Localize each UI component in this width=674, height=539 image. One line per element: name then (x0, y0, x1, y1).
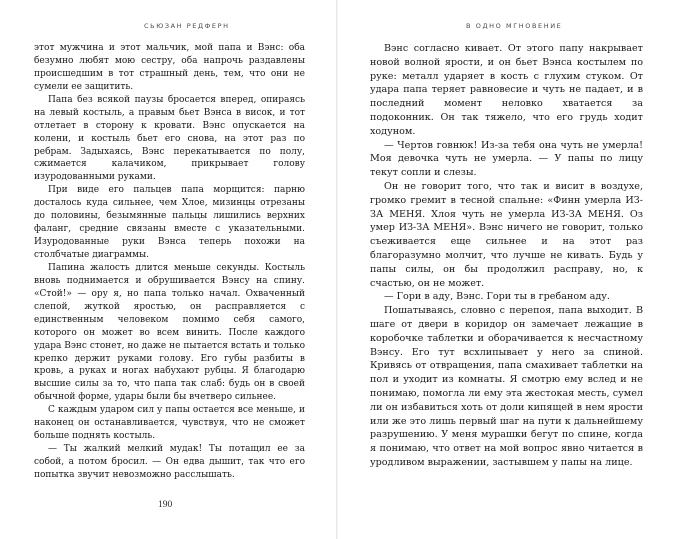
paragraph: этот мужчина и этот мальчик, мой папа и Вэнс: оба безумно любят мою сестру, оба напрочь раздавлены происшедшим в тот страшный день, тем, что они не сумели ее защитить. (34, 43, 305, 92)
paragraph: Папа без всякой паузы бросается вперед, опираясь на левый костыль, а правым бьет Вэнса в висок, и тот отлетает в сторону к кровати. Вэнс опускается на колени, и костыль бьет его снова, на этот раз по ребрам. Задыхаясь, Вэнс перекатывается по полу, сжимается калачиком, прикрывает голову изуродованными руками. (34, 94, 305, 183)
left-page (0, 0, 336, 539)
paragraph: Пошатываясь, словно с перепоя, папа выходит. В шаге от двери в коридор он замечает лежащие в коробочке таблетки и оборачивается к несчастному Вэнсу. Его тут всхлипывает у него за спиной. Кривясь от отвращения, папа смахивает таблетки на пол и уходит из комнаты. Я смотрю ему вслед и не понимаю, помогла ли ему эта жестокая месть, сумел ли он избавиться хоть от доли кипящей в нем ярости или же это лишь первый шаг на пути к дальнейшему разрушению. У меня мурашки бегут по спине, когда я понимаю, что ответ на мой вопрос явно читается в уродливом выражении, застывшем у папы на лице. (370, 305, 643, 468)
paragraph: — Ты жалкий мелкий мудак! Ты потащил ее за собой, а потом бросил. — Он едва дышит, так что его попытка звучит невозможно расслышать. (34, 444, 305, 480)
right-page-text (370, 42, 643, 470)
right-running-head: В ОДНО МГНОВЕНИЕ (466, 22, 563, 30)
paragraph: — Чертов говнюк! Из-за тебя она чуть не умерла! Моя девочка чуть не умерла. — У папы по лицу текут сопли и слезы. (370, 139, 643, 179)
left-running-head: СЬЮЗАН РЕДФЕРН (144, 22, 230, 30)
paragraph: Он не говорит того, что так и висит в воздухе, громко гремит в тесной спальне: «Финн умерла ИЗ-ЗА МЕНЯ. Хлоя чуть не умерла ИЗ-ЗА МЕНЯ. Оз умер ИЗ-ЗА МЕНЯ». Вэнс ничего не говорит, только съеживается еще сильнее и на этот раз благоразумно молчит, что лучше не кивать. Будь у папы силы, он бы продолжил расправу, но, к счастью, он не может. (370, 180, 643, 289)
right-page (338, 0, 674, 539)
paragraph: Папина жалость длится меньше секунды. Костыль вновь поднимается и обрушивается Вэнсу на спину. «Стой!» — ору я, но папа только начал. Охваченный слепой, жуткой яростью, он расправляется с единственным человеком помимо себя самого, которого он может во всем винить. После каждого удара Вэнс стонет, но даже не пытается встать и только крепко держит руками голову. Его губы разбиты в кровь, а руках и ногах набухают рубцы. Я благодарю высшие силы за то, что папа так слаб: будь он в своей обычной форме, удары были бы вчетверо сильнее. (34, 262, 305, 403)
paragraph: При виде его пальцев папа морщится: парню досталось куда сильнее, чем Хлое, мизинцы отрезаны до половины, безымянные пальцы лишились верхних фаланг, средние связаны вместе с указательными. Изуродованные руки Вэнса теперь похожи на столбчатые диаграммы. (34, 185, 305, 260)
paragraph: С каждым ударом сил у папы остается все меньше, и наконец он останавливается, чувствуя, что не сможет больше поднять костыль. (34, 405, 305, 442)
paragraph: Вэнс согласно кивает. От этого папу накрывает новой волной ярости, и он бьет Вэнса костылем по руке: металл ударяет в кость с глухим стуком. От удара папа теряет равновесие и чуть не падает, и в последний момент неловко хватается за подоконник. Он так тяжело, что его грудь ходит ходуном. (370, 43, 643, 137)
left-page-text (34, 42, 305, 482)
page-number: 190 (158, 500, 173, 510)
paragraph: — Гори в аду, Вэнс. Гори ты в гребаном аду. (384, 291, 610, 303)
